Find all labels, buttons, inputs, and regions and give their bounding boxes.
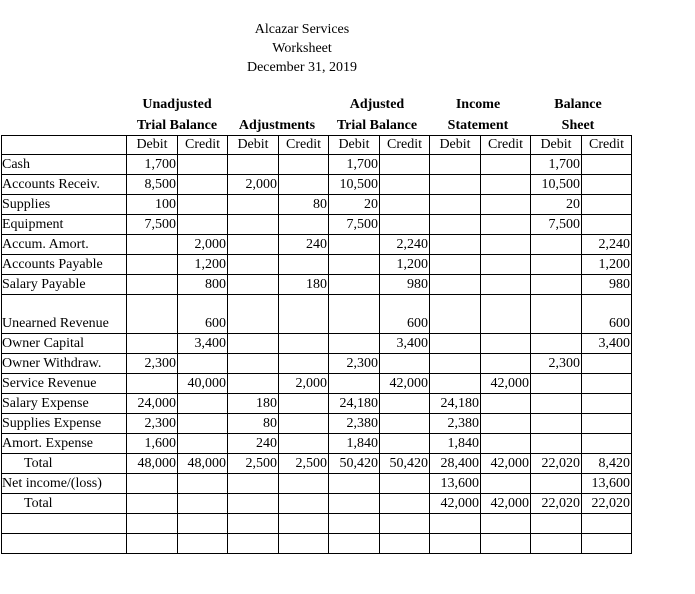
amount-cell: 7,500	[531, 215, 582, 235]
amount-cell	[279, 334, 329, 354]
column-header-credit: Credit	[279, 136, 329, 155]
amount-cell: 8,500	[127, 175, 178, 195]
amount-cell: 22,020	[531, 494, 582, 514]
amount-cell	[380, 394, 430, 414]
column-header-credit: Credit	[481, 136, 531, 155]
account-name: Total	[2, 454, 127, 474]
amount-cell: 28,400	[430, 454, 481, 474]
amount-cell: 1,200	[582, 255, 632, 275]
amount-cell	[279, 514, 329, 534]
amount-cell: 2,240	[380, 235, 430, 255]
amount-cell	[127, 474, 178, 494]
amount-cell	[582, 155, 632, 175]
account-name: Unearned Revenue	[2, 295, 127, 334]
amount-cell	[329, 474, 380, 494]
amount-cell	[430, 195, 481, 215]
amount-cell	[481, 235, 531, 255]
amount-cell	[178, 534, 228, 554]
account-column-header	[2, 136, 127, 155]
report-name: Worksheet	[272, 41, 332, 56]
amount-cell	[430, 295, 481, 334]
amount-cell	[380, 215, 430, 235]
table-row	[2, 514, 632, 534]
amount-cell	[531, 474, 582, 494]
account-name: Salary Expense	[2, 394, 127, 414]
amount-cell: 2,500	[279, 454, 329, 474]
amount-cell: 240	[279, 235, 329, 255]
amount-cell: 7,500	[127, 215, 178, 235]
table-row	[2, 394, 632, 414]
amount-cell: 2,000	[178, 235, 228, 255]
amount-cell	[228, 334, 279, 354]
amount-cell: 980	[380, 275, 430, 295]
amount-cell	[329, 235, 380, 255]
amount-cell	[481, 534, 531, 554]
table-row	[2, 414, 632, 434]
table-row	[2, 434, 632, 454]
amount-cell	[531, 394, 582, 414]
amount-cell: 13,600	[430, 474, 481, 494]
amount-cell: 600	[582, 295, 632, 334]
table-row	[2, 374, 632, 394]
account-name: Salary Payable	[2, 275, 127, 295]
amount-cell	[228, 195, 279, 215]
amount-cell: 42,000	[481, 374, 531, 394]
amount-cell: 2,000	[279, 374, 329, 394]
amount-cell	[178, 514, 228, 534]
amount-cell	[430, 175, 481, 195]
amount-cell: 22,020	[582, 494, 632, 514]
amount-cell	[481, 394, 531, 414]
amount-cell: 1,200	[380, 255, 430, 275]
amount-cell	[481, 215, 531, 235]
amount-cell: 2,000	[228, 175, 279, 195]
worksheet-title	[0, 20, 604, 77]
amount-cell	[228, 514, 279, 534]
amount-cell	[582, 534, 632, 554]
unadjusted-header-line2: Trial Balance	[136, 118, 218, 133]
amount-cell	[380, 155, 430, 175]
column-header-credit: Credit	[380, 136, 430, 155]
amount-cell	[481, 175, 531, 195]
amount-cell	[582, 175, 632, 195]
amount-cell	[430, 334, 481, 354]
amount-cell: 42,000	[481, 494, 531, 514]
amount-cell	[279, 155, 329, 175]
amount-cell: 20	[329, 195, 380, 215]
account-name: Amort. Expense	[2, 434, 127, 454]
amount-cell	[178, 175, 228, 195]
amount-cell	[178, 354, 228, 374]
amount-cell	[279, 534, 329, 554]
amount-cell	[329, 275, 380, 295]
amount-cell	[279, 354, 329, 374]
amount-cell	[380, 434, 430, 454]
amount-cell	[531, 434, 582, 454]
amount-cell	[582, 354, 632, 374]
amount-cell	[380, 494, 430, 514]
amount-cell	[531, 534, 582, 554]
amount-cell	[531, 275, 582, 295]
column-header-debit: Debit	[430, 136, 481, 155]
amount-cell: 22,020	[531, 454, 582, 474]
amount-cell	[279, 394, 329, 414]
table-row	[2, 494, 632, 514]
amount-cell	[582, 514, 632, 534]
account-name: Total	[2, 494, 127, 514]
unadjusted-header-line1: Unadjusted	[142, 97, 212, 112]
amount-cell	[279, 215, 329, 235]
column-header-credit: Credit	[582, 136, 632, 155]
report-date: December 31, 2019	[246, 60, 358, 75]
amount-cell	[228, 474, 279, 494]
table-row	[2, 215, 632, 235]
table-row	[2, 334, 632, 354]
account-name: Net income/(loss)	[2, 474, 127, 494]
amount-cell	[178, 155, 228, 175]
amount-cell	[228, 494, 279, 514]
amount-cell: 42,000	[481, 454, 531, 474]
table-row	[2, 255, 632, 275]
amount-cell: 1,200	[178, 255, 228, 275]
amount-cell	[481, 434, 531, 454]
amount-cell	[329, 494, 380, 514]
amount-cell	[531, 235, 582, 255]
amount-cell: 8,420	[582, 454, 632, 474]
amount-cell	[228, 255, 279, 275]
amount-cell: 3,400	[582, 334, 632, 354]
amount-cell	[228, 374, 279, 394]
amount-cell	[582, 434, 632, 454]
table-row	[2, 295, 632, 334]
amount-cell	[178, 414, 228, 434]
amount-cell	[481, 334, 531, 354]
amount-cell	[127, 534, 178, 554]
amount-cell	[531, 334, 582, 354]
amount-cell	[380, 414, 430, 434]
column-header-debit: Debit	[127, 136, 178, 155]
amount-cell	[430, 534, 481, 554]
amount-cell: 100	[127, 195, 178, 215]
adjusted-header-line2: Trial Balance	[336, 118, 418, 133]
amount-cell: 2,380	[329, 414, 380, 434]
amount-cell	[127, 295, 178, 334]
amount-cell: 50,420	[329, 454, 380, 474]
amount-cell: 1,840	[329, 434, 380, 454]
account-name	[2, 514, 127, 534]
worksheet-table	[1, 135, 632, 554]
amount-cell: 2,300	[127, 414, 178, 434]
amount-cell: 600	[178, 295, 228, 334]
amount-cell	[178, 394, 228, 414]
amount-cell	[481, 275, 531, 295]
table-row	[2, 354, 632, 374]
amount-cell	[279, 175, 329, 195]
amount-cell	[329, 374, 380, 394]
amount-cell: 48,000	[127, 454, 178, 474]
column-header-debit: Debit	[531, 136, 582, 155]
table-row	[2, 155, 632, 175]
adjusted-header-line1: Adjusted	[349, 97, 405, 112]
account-name: Equipment	[2, 215, 127, 235]
amount-cell	[430, 215, 481, 235]
amount-cell: 13,600	[582, 474, 632, 494]
table-row	[2, 235, 632, 255]
column-header-debit: Debit	[329, 136, 380, 155]
amount-cell: 2,380	[430, 414, 481, 434]
amount-cell	[127, 374, 178, 394]
column-header-debit: Debit	[228, 136, 279, 155]
amount-cell: 240	[228, 434, 279, 454]
amount-cell	[481, 255, 531, 275]
amount-cell	[127, 494, 178, 514]
amount-cell	[329, 334, 380, 354]
amount-cell	[481, 474, 531, 494]
column-header-credit: Credit	[178, 136, 228, 155]
account-name: Supplies	[2, 195, 127, 215]
amount-cell	[481, 514, 531, 534]
amount-cell	[279, 494, 329, 514]
amount-cell	[329, 295, 380, 334]
amount-cell	[178, 494, 228, 514]
amount-cell	[228, 275, 279, 295]
amount-cell	[430, 275, 481, 295]
account-name: Accum. Amort.	[2, 235, 127, 255]
amount-cell	[531, 514, 582, 534]
company-name: Alcazar Services	[254, 22, 350, 37]
amount-cell	[127, 235, 178, 255]
balance-header-line2: Sheet	[561, 118, 595, 133]
amount-cell	[582, 374, 632, 394]
income-header-line2: Statement	[447, 118, 509, 133]
amount-cell: 50,420	[380, 454, 430, 474]
amount-cell: 1,600	[127, 434, 178, 454]
amount-cell	[178, 474, 228, 494]
amount-cell	[127, 514, 178, 534]
amount-cell	[178, 215, 228, 235]
amount-cell: 180	[228, 394, 279, 414]
account-name: Supplies Expense	[2, 414, 127, 434]
amount-cell	[582, 215, 632, 235]
account-name: Accounts Receiv.	[2, 175, 127, 195]
amount-cell	[582, 394, 632, 414]
table-row	[2, 534, 632, 554]
amount-cell	[531, 414, 582, 434]
amount-cell	[329, 534, 380, 554]
amount-cell: 42,000	[430, 494, 481, 514]
amount-cell	[531, 255, 582, 275]
amount-cell: 980	[582, 275, 632, 295]
amount-cell	[279, 295, 329, 334]
amount-cell	[228, 235, 279, 255]
amount-cell: 24,000	[127, 394, 178, 414]
amount-cell	[430, 374, 481, 394]
table-row	[2, 275, 632, 295]
amount-cell	[531, 295, 582, 334]
amount-cell: 10,500	[329, 175, 380, 195]
amount-cell: 24,180	[329, 394, 380, 414]
amount-cell	[178, 434, 228, 454]
amount-cell: 3,400	[380, 334, 430, 354]
table-row	[2, 195, 632, 215]
amount-cell	[380, 474, 430, 494]
amount-cell	[481, 195, 531, 215]
amount-cell	[127, 275, 178, 295]
amount-cell	[127, 334, 178, 354]
table-row	[2, 474, 632, 494]
account-name	[2, 534, 127, 554]
amount-cell	[430, 354, 481, 374]
amount-cell: 180	[279, 275, 329, 295]
amount-cell	[380, 175, 430, 195]
amount-cell: 80	[279, 195, 329, 215]
amount-cell	[481, 155, 531, 175]
account-name: Service Revenue	[2, 374, 127, 394]
amount-cell: 1,700	[531, 155, 582, 175]
amount-cell	[228, 534, 279, 554]
amount-cell: 7,500	[329, 215, 380, 235]
amount-cell: 24,180	[430, 394, 481, 414]
amount-cell: 2,300	[531, 354, 582, 374]
amount-cell: 600	[380, 295, 430, 334]
amount-cell	[380, 534, 430, 554]
amount-cell: 1,700	[127, 155, 178, 175]
amount-cell	[380, 195, 430, 215]
amount-cell	[228, 295, 279, 334]
amount-cell	[380, 514, 430, 534]
amount-cell: 40,000	[178, 374, 228, 394]
balance-header-line1: Balance	[554, 97, 602, 112]
amount-cell: 10,500	[531, 175, 582, 195]
amount-cell: 2,240	[582, 235, 632, 255]
account-name: Owner Withdraw.	[2, 354, 127, 374]
amount-cell	[430, 255, 481, 275]
adjustments-header: Adjustments	[238, 118, 316, 133]
amount-cell: 2,500	[228, 454, 279, 474]
amount-cell: 2,300	[127, 354, 178, 374]
amount-cell	[279, 255, 329, 275]
amount-cell	[329, 514, 380, 534]
amount-cell	[380, 354, 430, 374]
account-name: Accounts Payable	[2, 255, 127, 275]
column-header-row	[2, 136, 632, 155]
amount-cell	[430, 155, 481, 175]
amount-cell	[228, 155, 279, 175]
amount-cell: 1,700	[329, 155, 380, 175]
amount-cell: 80	[228, 414, 279, 434]
table-row	[2, 175, 632, 195]
account-name: Cash	[2, 155, 127, 175]
amount-cell: 2,300	[329, 354, 380, 374]
amount-cell	[228, 354, 279, 374]
amount-cell	[582, 414, 632, 434]
amount-cell	[481, 295, 531, 334]
amount-cell	[430, 235, 481, 255]
amount-cell	[279, 414, 329, 434]
amount-cell	[531, 374, 582, 394]
amount-cell	[178, 195, 228, 215]
amount-cell: 20	[531, 195, 582, 215]
amount-cell	[279, 474, 329, 494]
amount-cell	[329, 255, 380, 275]
amount-cell	[481, 414, 531, 434]
amount-cell: 800	[178, 275, 228, 295]
amount-cell: 48,000	[178, 454, 228, 474]
amount-cell: 3,400	[178, 334, 228, 354]
table-row	[2, 454, 632, 474]
amount-cell	[228, 215, 279, 235]
income-header-line1: Income	[455, 97, 501, 112]
amount-cell	[582, 195, 632, 215]
amount-cell	[481, 354, 531, 374]
amount-cell	[430, 514, 481, 534]
amount-cell	[279, 434, 329, 454]
amount-cell: 42,000	[380, 374, 430, 394]
amount-cell	[127, 255, 178, 275]
amount-cell: 1,840	[430, 434, 481, 454]
account-name: Owner Capital	[2, 334, 127, 354]
